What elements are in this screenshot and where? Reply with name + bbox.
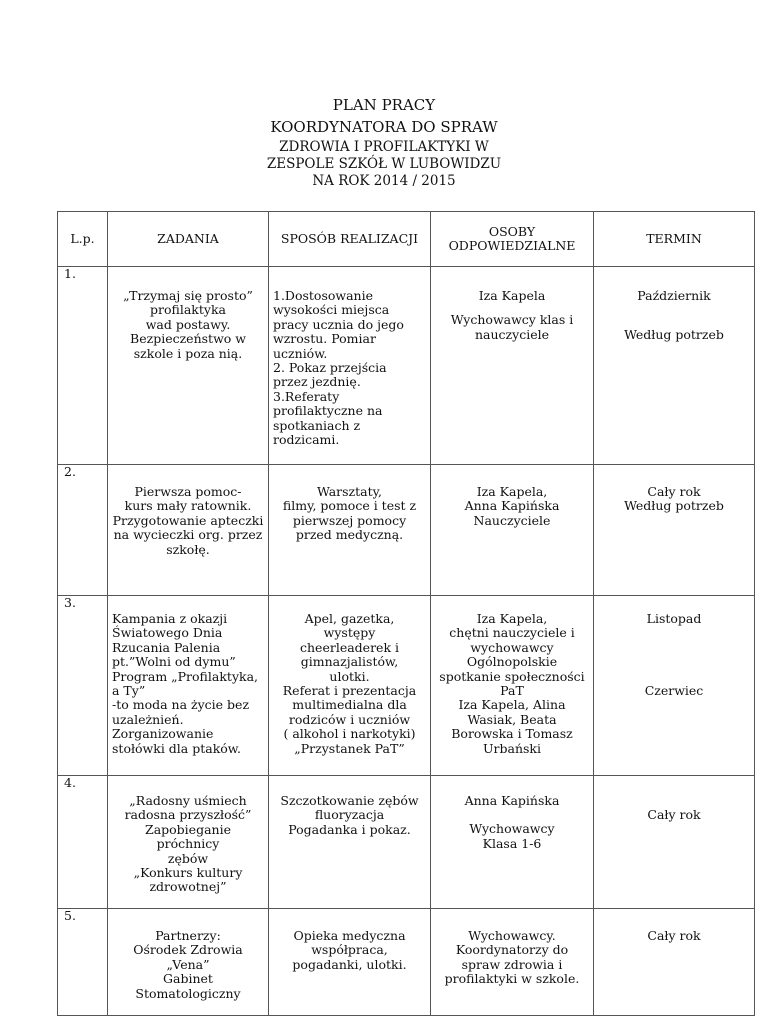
row-osoby: Wychowawcy. Koordynatorzy do spraw zdrowia i profilaktyki w szkole.: [431, 909, 594, 1016]
row-osoby: Iza Kapela, chętni nauczyciele i wychowawcy Ogólnopolskie spotkanie społeczności PaT Iza Kapela, Alina Wasiak, Beata Borowska i Tomasz Urbański: [431, 596, 594, 776]
row-osoby: Iza Kapela, Anna Kapińska Nauczyciele: [431, 465, 594, 596]
header-lp: L.p.: [58, 212, 108, 267]
table-row: [58, 909, 755, 1016]
row-sposob: Szczotkowanie zębów fluoryzacja Pogadanka i pokaz.: [269, 776, 431, 909]
row-number: 5.: [58, 909, 108, 1016]
row-sposob: Apel, gazetka, występy cheerleaderek i gimnazjalistów, ulotki. Referat i prezentacja multimedialna dla rodziców i uczniów ( alkohol i narkotyki) „Przystanek PaT”: [269, 596, 431, 776]
table-row: [58, 596, 755, 776]
table-header-row: [58, 212, 755, 267]
header-sposob: SPOSÓB REALIZACJI: [269, 212, 431, 267]
doc-title-line1: PLAN PRACY: [332, 96, 436, 114]
doc-title-line5: NA ROK 2014 / 2015: [312, 173, 456, 189]
row-sposob: Warsztaty, filmy, pomoce i test z pierwszej pomocy przed medyczną.: [269, 465, 431, 596]
doc-title-line2: KOORDYNATORA DO SPRAW: [270, 118, 498, 136]
table-row: [58, 465, 755, 596]
row-termin: Listopad Czerwiec: [594, 596, 755, 776]
doc-title-line3: ZDROWIA I PROFILAKTYKI W: [279, 139, 489, 155]
row-zadania: „Radosny uśmiech radosna przyszłość” Zapobieganie próchnicy zębów „Konkurs kultury zdrowotnej”: [108, 776, 269, 909]
row-osoby: Anna Kapińska Wychowawcy Klasa 1-6: [431, 776, 594, 909]
row-number: 4.: [58, 776, 108, 909]
row-zadania: Partnerzy: Ośrodek Zdrowia „Vena” Gabinet Stomatologiczny: [108, 909, 269, 1016]
row-termin: Październik Według potrzeb: [594, 267, 755, 465]
row-sposob: Opieka medyczna współpraca, pogadanki, ulotki.: [269, 909, 431, 1016]
row-termin: Cały rok: [594, 909, 755, 1016]
plan-table: [57, 211, 755, 1016]
row-osoby: Iza Kapela Wychowawcy klas i nauczyciele: [431, 267, 594, 465]
row-termin: Cały rok: [594, 776, 755, 909]
doc-title-lines3-5: [0, 139, 768, 190]
header-osoby: OSOBY ODPOWIEDZIALNE: [431, 212, 594, 267]
header-zadania: ZADANIA: [108, 212, 269, 267]
row-sposob: 1.Dostosowanie wysokości miejsca pracy ucznia do jego wzrostu. Pomiar uczniów. 2. Pokaz przejścia przez jezdnię. 3.Referaty profilaktyczne na spotkaniach z rodzicami.: [269, 267, 431, 465]
doc-title-line4: ZESPOLE SZKÓŁ W LUBOWIDZU: [266, 156, 502, 172]
row-zadania: Kampania z okazji Światowego Dnia Rzucania Palenia pt.”Wolni od dymu” Program „Profilaktyka, a Ty” -to moda na życie bez uzależnień. Zorganizowanie stołówki dla ptaków.: [108, 596, 269, 776]
row-zadania: Pierwsza pomoc- kurs mały ratownik. Przygotowanie apteczki na wycieczki org. przez szkołę.: [108, 465, 269, 596]
row-number: 3.: [58, 596, 108, 776]
row-termin: Cały rok Według potrzeb: [594, 465, 755, 596]
row-number: 2.: [58, 465, 108, 596]
row-number: 1.: [58, 267, 108, 465]
table-row: [58, 267, 755, 465]
table-row: [58, 776, 755, 909]
header-termin: TERMIN: [594, 212, 755, 267]
row-zadania: „Trzymaj się prosto” profilaktyka wad postawy. Bezpieczeństwo w szkole i poza nią.: [108, 267, 269, 465]
